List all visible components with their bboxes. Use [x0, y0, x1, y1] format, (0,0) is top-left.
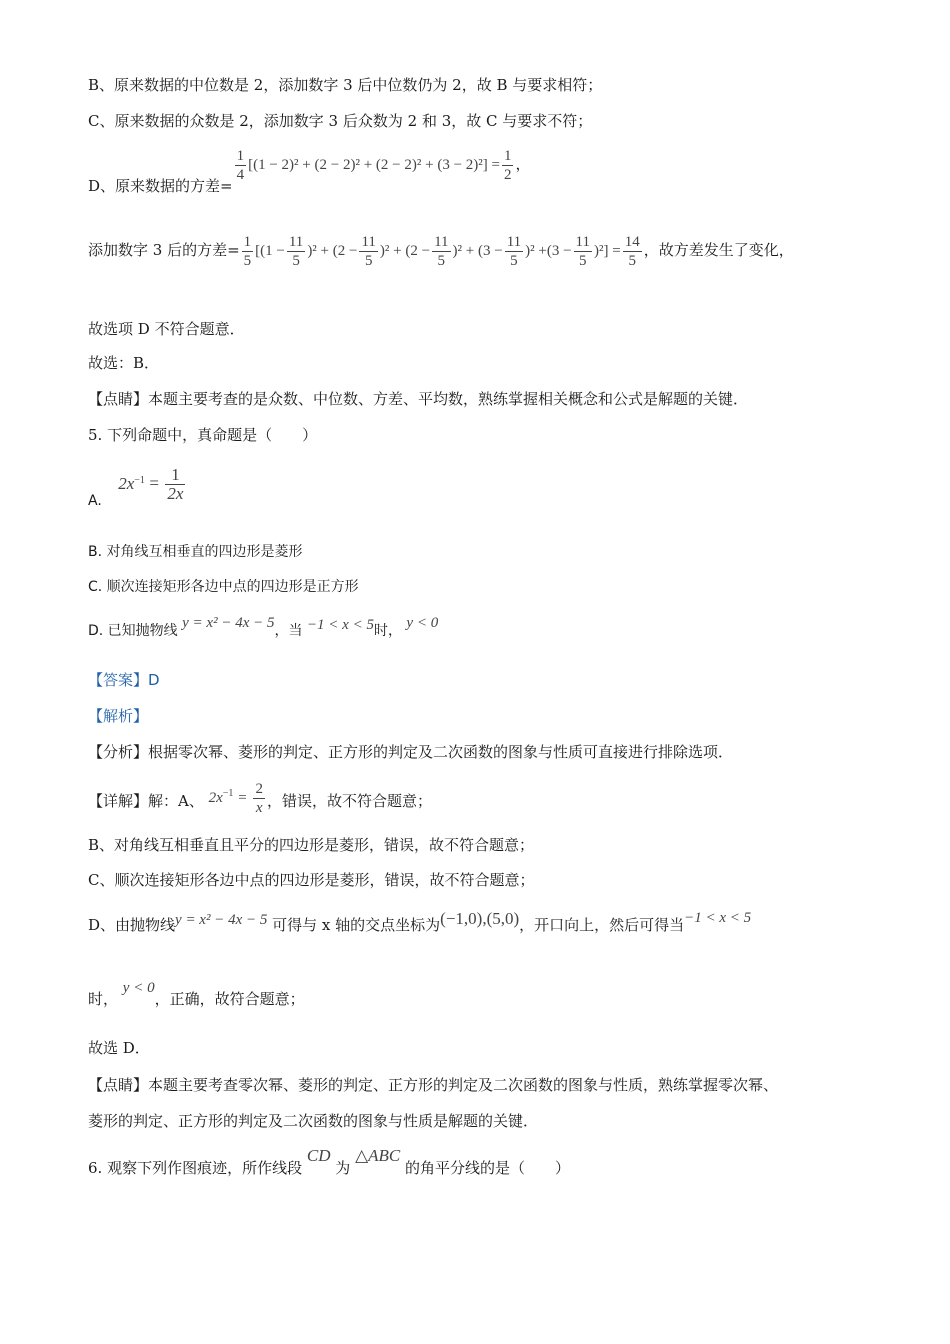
conclusion-d: 故选项 D 不符合题意．: [88, 320, 245, 338]
parabola-formula: y = x² − 4x − 5: [182, 615, 275, 631]
segment-cd: CD: [306, 1146, 331, 1165]
fraction-eleven-fifths: $\frac{11}{5}$: [361, 233, 376, 269]
answer-value: D: [148, 671, 160, 689]
x-range: −1 < x < 5: [306, 617, 374, 633]
variance-formula: [(1 − 2)² + (2 − 2)² + (2 − 2)² + (3 − 2)²] =: [248, 157, 500, 173]
analysis-tag: 【解析】: [88, 707, 149, 725]
q5-option-d: D. 已知抛物线 y = x² − 4x − 5，当 −1 < x < 5时， y < 0: [88, 615, 439, 639]
detail-c: C、顺次连接矩形各边中点的四边形是菱形，错误，故不符合题意；: [88, 871, 535, 889]
question-5-title: 5. 下列命题中，真命题是（ ）: [88, 426, 318, 444]
fraction-one-over-2x: $\frac{1}{2x}$: [167, 465, 184, 504]
detail-d-continued: 时， y < 0，正确，故符合题意；: [88, 980, 305, 1008]
new-variance-label: 添加数字 3 后的方差=: [88, 241, 240, 259]
fraction-one-fifth: $\frac{1}{5}$: [243, 233, 252, 269]
triangle-abc: △ABC: [355, 1146, 401, 1165]
detail-a: 【详解】解：A、 $2x^{-1}$ = $\frac{2}{x}$ ，错误，故不符合题意；: [88, 780, 432, 816]
q5-option-a: A. $2x^{-1}$ = $\frac{1}{2x}$: [88, 465, 184, 509]
fraction-two-over-x: $\frac{2}{x}$: [255, 780, 263, 816]
fraction-one-quarter: $\frac{1}{4}$: [236, 147, 245, 183]
choose-b: 故选：B．: [88, 354, 160, 372]
x-range: −1 < x < 5: [684, 910, 752, 926]
fraction-eleven-fifths: $\frac{11}{5}$: [288, 233, 304, 269]
detail-b: B、对角线互相垂直且平分的四边形是菱形，错误，故不符合题意；: [88, 836, 535, 854]
solution-line-b: B、原来数据的中位数是 2，添加数字 3 后中位数仍为 2，故 B 与要求相符；: [88, 76, 603, 94]
comment-q4: 【点睛】本题主要考查的是众数、中位数、方差、平均数，熟练掌握相关概念和公式是解题的关键．: [88, 390, 749, 408]
choose-d: 故选 D．: [88, 1039, 150, 1057]
solution-line-d: D、原来数据的方差= $\frac{1}{4}$ [(1 − 2)² + (2 − 2)² + (2 − 2)² + (3 − 2)²] = $\frac{1}{2}$ ，: [88, 147, 531, 195]
comment-q5-line1: 【点睛】本题主要考查零次幂、菱形的判定、正方形的判定及二次函数的图象与性质，熟练掌握零次幂、: [88, 1076, 779, 1094]
y-less-than-zero: y < 0: [122, 980, 155, 996]
solution-line-c: C、原来数据的众数是 2，添加数字 3 后众数为 2 和 3，故 C 与要求不符；: [88, 112, 593, 130]
intersection-points: (−1,0),(5,0): [440, 909, 520, 928]
y-less-than-zero: y < 0: [406, 615, 439, 631]
fraction-eleven-fifths: $\frac{11}{5}$: [506, 233, 522, 269]
fraction-fourteen-fifths: $\frac{14}{5}$: [624, 233, 640, 269]
analysis-summary: 【分析】根据零次幂、菱形的判定、正方形的判定及二次函数的图象与性质可直接进行排除选项．: [88, 743, 734, 761]
comment-q5-line2: 菱形的判定、正方形的判定及二次函数的图象与性质是解题的关键．: [88, 1112, 539, 1130]
parabola-formula: y = x² − 4x − 5: [175, 912, 268, 928]
solution-line-new-variance: 添加数字 3 后的方差= $\frac{1}{5}$ [(1 − $\frac{11}{5}$ )² + (2 − $\frac{11}{5}$ )² + (2 − $\frac{11}{5}$ )² + (3 − $\frac{11}{5}$ )² +(3 − $\frac{11}{5}$ )²] = $\frac{14}{5}$ ，故方差发生了变化，: [88, 233, 794, 269]
fraction-one-half: $\frac{1}{2}$: [503, 147, 512, 183]
detail-d: D、由抛物线y = x² − 4x − 5 可得与 x 轴的交点坐标为(−1,0),(5,0)，开口向上，然后可得当−1 < x < 5: [88, 909, 752, 934]
variance-label: D、原来数据的方差=: [88, 177, 233, 195]
q5-option-b: B. 对角线互相垂直的四边形是菱形: [88, 544, 303, 560]
fraction-eleven-fifths: $\frac{11}{5}$: [434, 233, 449, 269]
q5-option-c: C. 顺次连接矩形各边中点的四边形是正方形: [88, 579, 359, 595]
question-6-title: 6. 观察下列作图痕迹，所作线段 CD 为 △ABC 的角平分线的是（ ）: [88, 1146, 571, 1177]
answer-line: 【答案】D: [88, 671, 160, 689]
fraction-eleven-fifths: $\frac{11}{5}$: [575, 233, 590, 269]
